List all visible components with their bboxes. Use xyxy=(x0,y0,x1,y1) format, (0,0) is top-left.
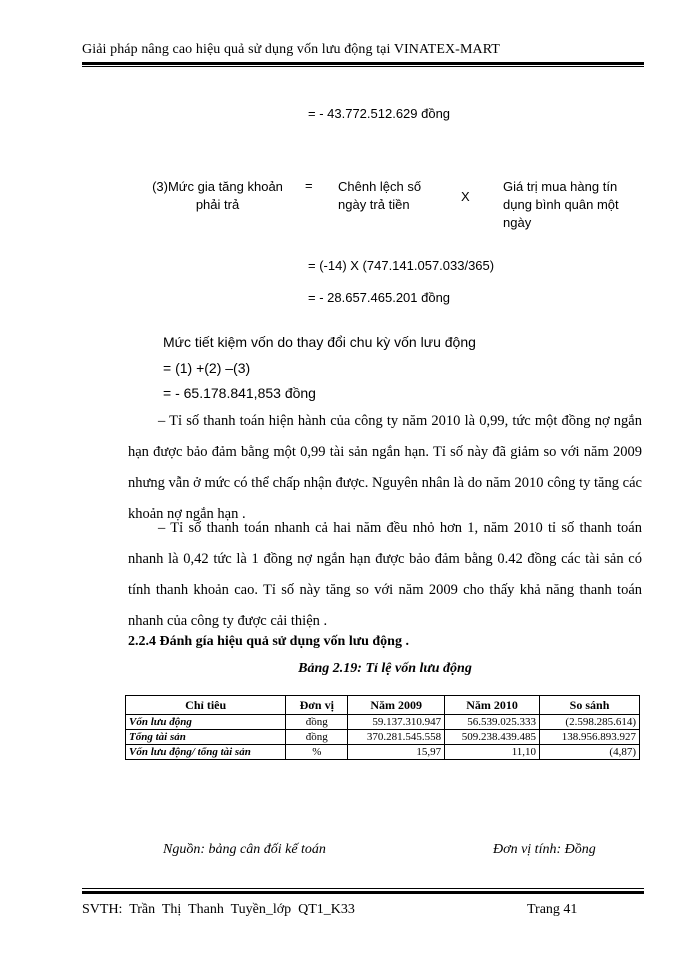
working-capital-table xyxy=(125,695,640,760)
cell-unit: % xyxy=(286,745,348,760)
column-header: Chỉ tiêu xyxy=(126,696,286,715)
cell-comparison: (2.598.285.614) xyxy=(540,715,640,730)
formula-times: X xyxy=(461,189,470,204)
formula-mid-term: Chênh lệch số ngày trả tiền xyxy=(338,179,422,212)
table-row xyxy=(126,745,640,760)
cell-unit: đồng xyxy=(286,715,348,730)
table-caption: Bảng 2.19: Tỉ lệ vốn lưu động xyxy=(298,661,472,676)
formula-left-term: (3)Mức gia tăng khoản phải trả xyxy=(152,179,283,212)
cell-2009: 370.281.545.558 xyxy=(348,730,445,745)
cell-unit: đồng xyxy=(286,730,348,745)
cell-2009: 15,97 xyxy=(348,745,445,760)
unit-note: Đơn vị tính: Đồng xyxy=(493,842,596,857)
table-row xyxy=(126,715,640,730)
cell-2009: 59.137.310.947 xyxy=(348,715,445,730)
cell-comparison: 138.956.893.927 xyxy=(540,730,640,745)
paragraph-quick-ratio: – Tỉ số thanh toán nhanh cả hai năm đều nhỏ hơn 1, năm 2010 tỉ số thanh toán nhanh là 0,42 tức là 1 đồng nợ ngắn hạn được bảo đảm bằng 0.42 đồng các tài sản có tính thanh khoản cao. Tỉ số này tăng so với năm 2009 cho thấy khả năng thanh toán nhanh của công ty được cải thiện . xyxy=(128,520,642,629)
paragraph-current-ratio: – Tỉ số thanh toán hiện hành của công ty năm 2010 là 0,99, tức một đồng nợ ngắn hạn được bảo đảm bằng một 0,99 tài sản ngắn hạn. Tỉ số này đã giảm so với năm 2009 nhưng vẫn ở mức có thể chấp nhận được. Nguyên nhân là do năm 2010 công ty tăng các khoản nợ ngắn hạn . xyxy=(128,413,642,522)
formula-equals: = xyxy=(305,178,313,193)
cell-2010: 11,10 xyxy=(445,745,540,760)
section-heading: 2.2.4 Đánh gía hiệu quả sử dụng vốn lưu động . xyxy=(128,634,409,649)
column-header: Đơn vị xyxy=(286,696,348,715)
column-header: So sánh xyxy=(540,696,640,715)
result-line-2: = - 28.657.465.201 đồng xyxy=(308,290,451,305)
row-label: Tổng tài sản xyxy=(126,730,286,745)
formula-right-term: Giá trị mua hàng tín dụng bình quân một ngày xyxy=(503,179,619,230)
cell-comparison: (4,87) xyxy=(540,745,640,760)
row-label: Vốn lưu động/ tổng tài sản xyxy=(126,745,286,760)
table-row xyxy=(126,730,640,745)
page-number: Trang 41 xyxy=(527,902,578,917)
cell-2010: 509.238.439.485 xyxy=(445,730,540,745)
page-header-title: Giải pháp nâng cao hiệu quả sử dụng vốn lưu động tại VINATEX-MART xyxy=(82,42,500,57)
source-note: Nguồn: bảng cân đối kế toán xyxy=(163,842,326,857)
savings-expr: = (1) +(2) –(3) xyxy=(163,360,251,376)
header-rule-thick xyxy=(82,62,644,65)
column-header: Năm 2009 xyxy=(348,696,445,715)
savings-label: Mức tiết kiệm vốn do thay đổi chu kỳ vốn lưu động xyxy=(163,334,476,350)
footer-rule-thin xyxy=(82,888,644,889)
row-label: Vốn lưu động xyxy=(126,715,286,730)
footer-rule-thick xyxy=(82,891,644,894)
cell-2010: 56.539.025.333 xyxy=(445,715,540,730)
table-header-row xyxy=(126,696,640,715)
result-line-1: = - 43.772.512.629 đồng xyxy=(308,106,451,121)
column-header: Năm 2010 xyxy=(445,696,540,715)
savings-result: = - 65.178.841,853 đồng xyxy=(163,385,316,401)
header-rule-thin xyxy=(82,66,644,67)
calc-line: = (-14) X (747.141.057.033/365) xyxy=(308,258,495,273)
footer-author: SVTH: Trần Thị Thanh Tuyền_lớp QT1_K33 xyxy=(82,902,355,917)
